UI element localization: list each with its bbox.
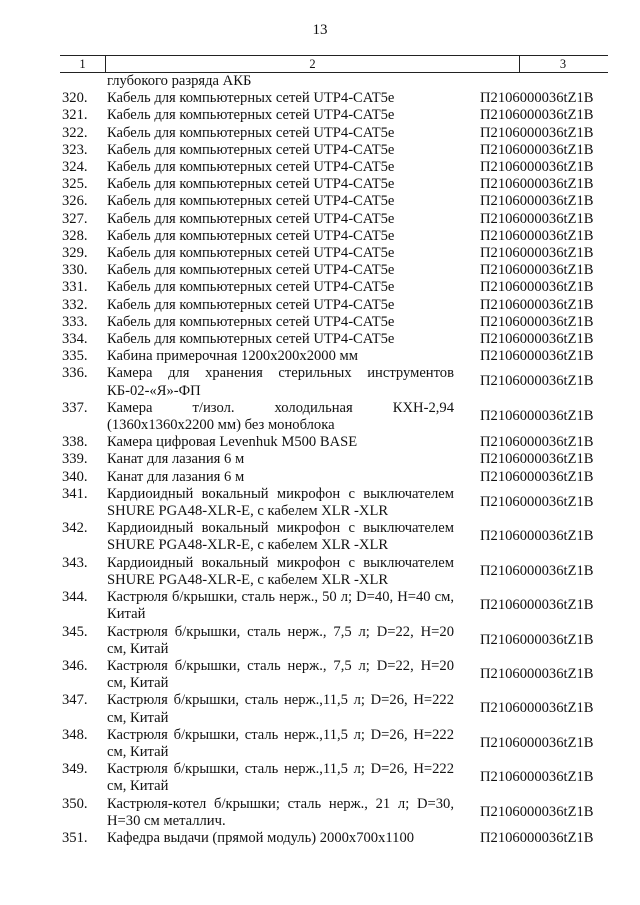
row-description: Кабель для компьютерных сетей UTP4-CAT5e: [107, 176, 395, 193]
table-row: [0, 142, 640, 159]
table-row: [0, 193, 640, 210]
table-header: [60, 55, 608, 73]
row-code: П2106000036tZ1B: [480, 159, 594, 176]
row-description: Кастрюля б/крышки, сталь нерж.,11,5 л; D=26, H=222 см, Китай: [107, 761, 454, 795]
row-code: П2106000036tZ1B: [480, 631, 594, 648]
row-code: П2106000036tZ1B: [480, 296, 594, 313]
table-row: [0, 400, 640, 434]
header-col-1: 1: [79, 57, 86, 71]
row-code: П2106000036tZ1B: [480, 451, 594, 468]
row-code: П2106000036tZ1B: [480, 468, 594, 485]
table-row: [0, 331, 640, 348]
row-code: П2106000036tZ1B: [480, 176, 594, 193]
row-code: П2106000036tZ1B: [480, 597, 594, 614]
row-code: П2106000036tZ1B: [480, 210, 594, 227]
table-row: [0, 262, 640, 279]
page-number: 13: [312, 22, 328, 38]
table-row: [0, 90, 640, 107]
table-row: [0, 314, 640, 331]
table-row: [0, 245, 640, 262]
row-number: 333.: [62, 313, 88, 330]
row-description: Кабель для компьютерных сетей UTP4-CAT5e: [107, 124, 395, 141]
row-number: 338.: [62, 434, 88, 451]
row-number: 340.: [62, 468, 88, 485]
row-number: 346.: [62, 657, 88, 674]
row-number: 325.: [62, 176, 88, 193]
row-code: П2106000036tZ1B: [480, 107, 594, 124]
row-number: 324.: [62, 159, 88, 176]
row-number: 326.: [62, 193, 88, 210]
row-number: 322.: [62, 124, 88, 141]
row-code: П2106000036tZ1B: [480, 803, 594, 820]
row-code: П2106000036tZ1B: [480, 262, 594, 279]
row-code: П2106000036tZ1B: [480, 193, 594, 210]
row-description: Кастрюля-котел б/крышки; сталь нерж., 21 л; D=30, H=30 см металлич.: [107, 795, 454, 829]
table-row: [0, 624, 640, 658]
table-row: [0, 159, 640, 176]
row-description: Кастрюля б/крышки, сталь нерж.,11,5 л; D=26, H=222 см, Китай: [107, 726, 454, 760]
table-row: [0, 486, 640, 520]
row-description: Кабель для компьютерных сетей UTP4-CAT5e: [107, 159, 395, 176]
row-number: 344.: [62, 589, 88, 606]
row-description: Кардиоидный вокальный микрофон с выключателем SHURE PGA48-XLR-E, с кабелем XLR -XLR: [107, 520, 454, 554]
table-body: [0, 73, 640, 847]
row-description: Кабель для компьютерных сетей UTP4-CAT5e: [107, 279, 395, 296]
row-description: Кабель для компьютерных сетей UTP4-CAT5e: [107, 107, 395, 124]
row-number: 330.: [62, 262, 88, 279]
table-row: [0, 73, 640, 90]
header-col-3: 3: [559, 57, 567, 71]
row-number: 339.: [62, 451, 88, 468]
row-description: Кастрюля б/крышки, сталь нерж., 7,5 л; D=22, H=20 см, Китай: [107, 657, 454, 692]
row-code: П2106000036tZ1B: [480, 665, 594, 682]
row-number: 337.: [62, 399, 88, 416]
row-number: 345.: [62, 623, 88, 640]
row-number: 331.: [62, 279, 88, 296]
row-number: 343.: [62, 554, 88, 571]
row-number: 332.: [62, 296, 88, 313]
row-code: П2106000036tZ1B: [480, 562, 594, 579]
table-row: [0, 279, 640, 296]
row-number: 320.: [62, 90, 88, 107]
row-description: Канат для лазания 6 м: [107, 468, 245, 485]
row-code: П2106000036tZ1B: [480, 829, 594, 846]
row-description: Кафедра выдачи (прямой модуль) 2000х700х1100: [107, 829, 415, 846]
row-description: Камера цифровая Levenhuk M500 BASE: [107, 434, 358, 451]
row-description: Канат для лазания 6 м: [107, 451, 245, 468]
table-row: [0, 211, 640, 228]
row-code: П2106000036tZ1B: [480, 373, 594, 390]
table-row: [0, 125, 640, 142]
table-row: [0, 365, 640, 399]
table-row: [0, 469, 640, 486]
row-number: 329.: [62, 245, 88, 262]
row-code: П2106000036tZ1B: [480, 124, 594, 141]
row-description: Кабель для компьютерных сетей UTP4-CAT5e: [107, 90, 395, 107]
row-code: П2106000036tZ1B: [480, 407, 594, 424]
row-code: П2106000036tZ1B: [480, 734, 594, 751]
row-description: Камера т/изол. холодильная КХН-2,94 (1360х1360х2200 мм) без моноблока: [107, 399, 454, 434]
table-row: [0, 228, 640, 245]
row-number: 350.: [62, 795, 88, 812]
row-number: 323.: [62, 141, 88, 158]
row-number: 348.: [62, 726, 88, 743]
table-row: [0, 451, 640, 468]
row-number: 327.: [62, 210, 88, 227]
row-description: Кардиоидный вокальный микрофон с выключателем SHURE PGA48-XLR-E, с кабелем XLR -XLR: [107, 485, 454, 520]
row-code: П2106000036tZ1B: [480, 331, 594, 348]
row-description: Кабель для компьютерных сетей UTP4-CAT5e: [107, 245, 395, 262]
row-description: Кастрюля б/крышки, сталь нерж.,11,5 л; D=26, H=222 см, Китай: [107, 692, 454, 726]
row-description: Кабель для компьютерных сетей UTP4-CAT5e: [107, 193, 395, 210]
row-description: Кастрюля б/крышки, сталь нерж., 7,5 л; D=22, H=20 см, Китай: [107, 623, 454, 657]
table-row: [0, 348, 640, 365]
row-description: Кабель для компьютерных сетей UTP4-CAT5e: [107, 296, 395, 313]
table-row: [0, 727, 640, 761]
row-number: 321.: [62, 107, 88, 124]
row-code: П2106000036tZ1B: [480, 279, 594, 296]
row-code: П2106000036tZ1B: [480, 434, 594, 451]
row-description: Кабель для компьютерных сетей UTP4-CAT5e: [107, 313, 395, 330]
row-code: П2106000036tZ1B: [480, 528, 594, 545]
table-row: [0, 692, 640, 726]
table-row: [0, 107, 640, 124]
row-code: П2106000036tZ1B: [480, 348, 594, 365]
row-code: П2106000036tZ1B: [480, 245, 594, 262]
table-row: [0, 796, 640, 830]
header-col-2: 2: [105, 56, 520, 72]
row-number: 334.: [62, 331, 88, 348]
row-code: П2106000036tZ1B: [480, 141, 594, 158]
row-number: 351.: [62, 829, 88, 846]
row-description: глубокого разряда АКБ: [107, 73, 252, 89]
table-row: [0, 176, 640, 193]
row-code: П2106000036tZ1B: [480, 227, 594, 244]
row-description: Кабель для компьютерных сетей UTP4-CAT5e: [107, 331, 395, 348]
table-row: [0, 761, 640, 795]
table-row: [0, 434, 640, 451]
row-code: П2106000036tZ1B: [480, 769, 594, 786]
row-description: Кабель для компьютерных сетей UTP4-CAT5e: [107, 210, 395, 227]
row-description: Камера для хранения стерильных инструментов КБ-02-«Я»-ФП: [107, 365, 454, 399]
row-description: Кардиоидный вокальный микрофон с выключателем SHURE PGA48-XLR-E, с кабелем XLR -XLR: [107, 554, 454, 588]
row-code: П2106000036tZ1B: [480, 90, 594, 107]
row-number: 347.: [62, 692, 88, 709]
table-row: [0, 589, 640, 623]
table-row: [0, 658, 640, 692]
table-row: [0, 297, 640, 314]
row-number: 328.: [62, 227, 88, 244]
row-number: 336.: [62, 365, 88, 382]
row-description: Кабина примерочная 1200х200х2000 мм: [107, 348, 359, 365]
row-code: П2106000036tZ1B: [480, 313, 594, 330]
table-row: [0, 555, 640, 589]
row-number: 335.: [62, 348, 88, 365]
row-code: П2106000036tZ1B: [480, 700, 594, 717]
row-code: П2106000036tZ1B: [480, 493, 594, 510]
row-number: 342.: [62, 520, 88, 537]
table-row: [0, 520, 640, 554]
row-description: Кабель для компьютерных сетей UTP4-CAT5e: [107, 227, 395, 244]
row-description: Кабель для компьютерных сетей UTP4-CAT5e: [107, 141, 395, 158]
table-row: [0, 830, 640, 847]
row-number: 341.: [62, 485, 88, 502]
row-description: Кастрюля б/крышки, сталь нерж., 50 л; D=40, H=40 см, Китай: [107, 589, 454, 623]
row-description: Кабель для компьютерных сетей UTP4-CAT5e: [107, 262, 395, 279]
row-number: 349.: [62, 761, 88, 778]
